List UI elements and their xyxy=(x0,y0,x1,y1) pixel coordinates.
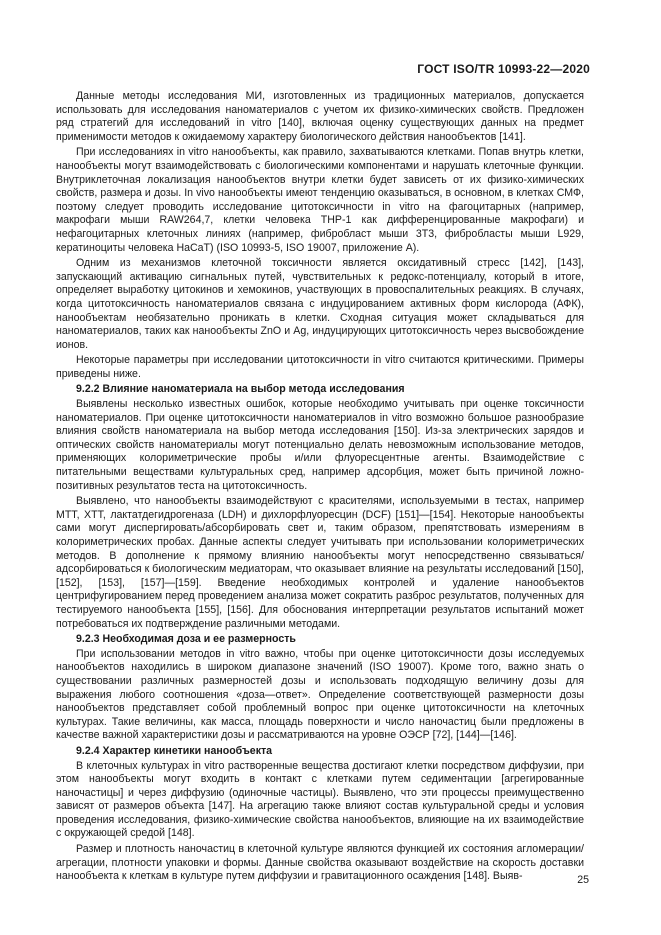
paragraph: Некоторые параметры при исследовании цитотоксичности in vitro считаются критическими. Примеры приведены ниже. xyxy=(56,354,584,380)
page-number: 25 xyxy=(577,874,589,886)
paragraph: Данные методы исследования МИ, изготовленных из традиционных материалов, допускается использовать для исследования наноматериалов с учетом их физико-химических свойств. Предложен ряд стратегий для исследований in vitro [140], включая оценку существующих данных на предмет применимости методов к ожидаемому характеру биологического действия нанообъектов [141]. xyxy=(56,90,584,143)
paragraph: Одним из механизмов клеточной токсичности является оксидативный стресс [142], [143], запускающий активацию сигнальных путей, чувствительных к редокс-потенциалу, который в итоге, определяет выработку цитокинов и хемокинов, участвующих в провоспалительных реакциях. В случаях, когда цитотоксичность наноматериалов связана с индуцированием активных форм кислорода (АФК), нанообъектам необязательно проникать в клетки. Сходная ситуация может складываться для наноматериалов, таких как нанообъекты ZnO и Ag, индуцирующих цитотоксичность через высвобождение ионов. xyxy=(56,257,584,351)
document-body xyxy=(56,90,584,886)
section-heading-9-2-4: 9.2.4 Характер кинетики нанообъекта xyxy=(76,744,273,757)
document-code-header: ГОСТ ISO/TR 10993-22—2020 xyxy=(417,62,590,76)
paragraph: При исследованиях in vitro нанообъекты, как правило, захватываются клетками. Попав внутрь клетки, нанообъекты могут взаимодействовать с биологическими компонентами и нарушать клеточные функции. Внутриклеточная локализация нанообъектов внутри клетки будет зависеть от их физико-химических свойств, размера и дозы. In vivo нанообъекты имеют тенденцию оказываться, в основном, в клетках СМФ, поэтому следует проводить исследование цитотоксичности in vitro на фагоцитарных (например, макрофаги мыши RAW264,7, клетки человека THP-1 как дифференцированные макрофаги) и нефагоцитарных клеточных линиях (например, фибробласт мыши 3Т3, фибробласты мыши L929, кератиноциты человека HaCaT) (ISO 10993-5, ISO 19007, приложение А). xyxy=(56,146,584,254)
section-heading-9-2-2: 9.2.2 Влияние наноматериала на выбор метода исследования xyxy=(76,383,405,396)
paragraph: В клеточных культурах in vitro растворенные вещества достигают клетки посредством диффузии, при этом нанообъекты могут входить в контакт с клетками путем седиментации [агрегированные наночастицы] и через диффузию (одиночные частицы). Выявлено, что эти процессы преимущественно зависят от размеров объекта [147]. На агрегацию также влияют состав культуральной среды и условия проведения исследования, физико-химические свойства нанообъектов, влияющие на их взаимодействие с окружающей средой [148]. xyxy=(56,759,584,840)
paragraph: Размер и плотность наночастиц в клеточной культуре являются функцией их состояния агломерации/агрегации, плотности упаковки и формы. Данные свойства оказывают воздействие на скорость доставки нанообъекта к клеткам в культуре путем диффузии и гравитационного осаждения [148]. Выяв- xyxy=(56,843,584,883)
paragraph: Выявлены несколько известных ошибок, которые необходимо учитывать при оценке токсичности наноматериалов. При оценке цитотоксичности наноматериалов in vitro возможно большое разнообразие влияния свойств наноматериала на выбор метода исследования [150]. Из-за электрических зарядов и оптических свойств наноматериалы могут потенциально делать невозможным использование методов, применяющих колориметрические пробы и/или флуоресцентные агенты. Взаимодействие с питательными веществами культуральных сред, например адсорбция, может быть причиной ложно-позитивных результатов теста на цитотоксичность. xyxy=(56,398,584,492)
paragraph: Выявлено, что нанообъекты взаимодействуют с красителями, используемыми в тестах, например МТТ, ХТТ, лактатдегидрогеназа (LDH) и дихлорфлуоресцин (DCF) [151]—[154]. Некоторые нанообъекты сами могут диспергировать/абсорбировать свет и, таким образом, препятствовать измерениям в колориметрических пробах. Данные аспекты следует учитывать при использовании колориметрических методов. В дополнение к прямому влиянию нанообъекты могут непосредственно связываться/адсорбироваться к биологическим медиаторам, что оказывает влияние на результаты исследований [150], [152], [153], [157]—[159]. Введение необходимых контролей и удаление нанообъектов центрифугированием перед проведением анализа может сократить разброс результатов, полученных для тестируемого нанообъекта [155], [156]. Для обоснования интерпретации результатов испытаний может потребоваться их подтверждение различными методами. xyxy=(56,495,584,630)
paragraph: При использовании методов in vitro важно, чтобы при оценке цитотоксичности дозы исследуемых нанообъектов находились в широком диапазоне значений (ISO 19007). Кроме того, важно знать о существовании различных размерностей дозы и использовать подходящую величину дозы для выражения любого соотношения «доза—ответ». Определение соответствующей размерности дозы нанообъектов представляет собой проблемный вопрос при оценке цитотоксичности на клеточных культурах. Такие величины, как масса, площадь поверхности и число наночастиц были предложены в качестве важной характеристики дозы и рассматриваются на уровне ОЭСР [72], [144]—[146]. xyxy=(56,647,584,742)
section-heading-9-2-3: 9.2.3 Необходимая доза и ее размерность xyxy=(76,633,296,646)
